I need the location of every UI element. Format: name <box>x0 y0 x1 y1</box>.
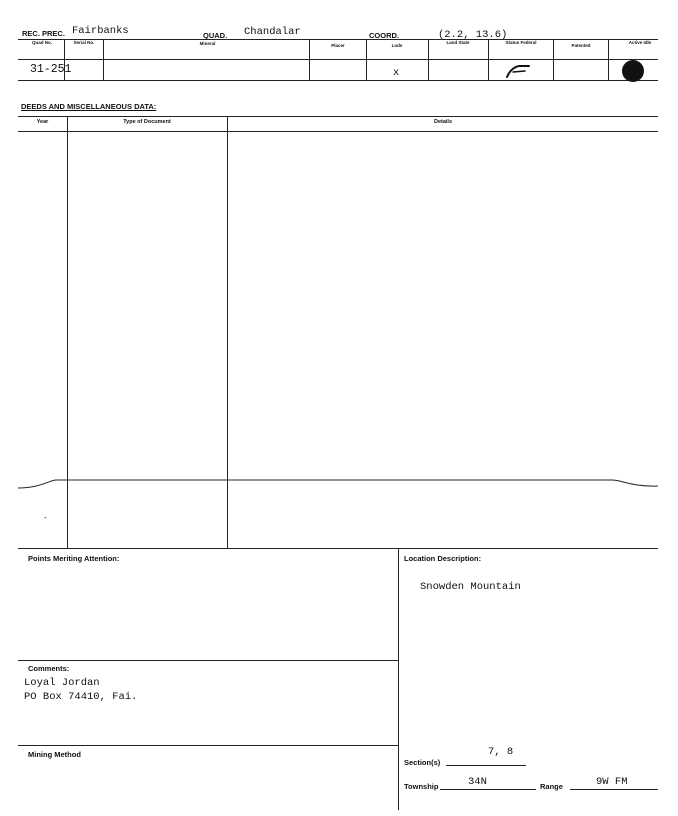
col-mineral: Mineral <box>199 41 216 46</box>
col-serial-no: Serial No. <box>73 40 95 45</box>
rec-prec-value[interactable]: Fairbanks <box>72 25 129 37</box>
col-divider <box>366 39 367 80</box>
deeds-col-details: Details <box>433 119 453 125</box>
mining-method-label: Mining Method <box>28 750 81 759</box>
deeds-col-year: Year <box>36 119 49 125</box>
col-divider <box>309 39 310 80</box>
range-value[interactable]: 9W FM <box>596 776 628 788</box>
lode-mark[interactable]: x <box>393 67 400 79</box>
quad-no-value[interactable]: 31-251 <box>30 63 72 76</box>
col-divider <box>103 39 104 80</box>
col-patented: Patented <box>571 43 591 48</box>
checkmark-icon <box>503 61 537 79</box>
range-underline <box>570 789 658 790</box>
col-active-inactive: Active Idle <box>628 40 652 45</box>
deeds-title: DEEDS AND MISCELLANEOUS DATA: <box>21 102 157 111</box>
location-description-label: Location Description: <box>404 554 482 563</box>
record-row-top-rule <box>18 59 658 60</box>
location-description-value[interactable]: Snowden Mountain <box>420 581 521 593</box>
col-quad-no: Quad No. <box>32 40 52 45</box>
township-value[interactable]: 34N <box>468 776 487 788</box>
bottom-section-rule <box>18 548 658 549</box>
deeds-header-rule <box>18 131 658 132</box>
col-status-federal: Status Federal <box>505 40 537 45</box>
quad-value[interactable]: Chandalar <box>244 26 301 38</box>
col-divider <box>553 39 554 80</box>
col-divider <box>488 39 489 80</box>
range-label: Range <box>540 782 563 791</box>
col-land-status: Land State <box>446 40 470 45</box>
mining-method-top-rule <box>18 745 398 746</box>
page-seam-line <box>0 470 678 500</box>
sections-underline <box>446 765 526 766</box>
record-row-bottom-rule <box>18 80 658 81</box>
col-divider <box>608 39 609 80</box>
stray-mark: - <box>44 513 47 522</box>
sections-label: Section(s) <box>404 758 441 767</box>
coord-value[interactable]: (2.2, 13.6) <box>438 29 508 41</box>
points-meriting-attention-label: Points Meriting Attention: <box>28 554 120 563</box>
coord-label: COORD. <box>369 31 399 40</box>
comments-top-rule <box>18 660 398 661</box>
comments-line-2[interactable]: PO Box 74410, Fai. <box>24 691 138 703</box>
comments-label: Comments: <box>28 664 70 673</box>
quad-label: QUAD. <box>203 31 228 40</box>
bottom-center-divider <box>398 548 399 810</box>
comments-line-1[interactable]: Loyal Jordan <box>24 677 100 689</box>
header-rule <box>18 39 658 40</box>
active-status-dot <box>622 60 644 82</box>
rec-prec-label: REC. PREC. <box>22 29 65 38</box>
township-label: Township <box>404 782 439 791</box>
township-underline <box>440 789 536 790</box>
col-lode: Lode <box>391 43 403 48</box>
col-placer: Placer <box>331 43 345 48</box>
col-divider <box>428 39 429 80</box>
deeds-col-type: Type of Document <box>123 119 171 125</box>
sections-value[interactable]: 7, 8 <box>488 746 514 758</box>
deeds-top-rule <box>18 116 658 117</box>
